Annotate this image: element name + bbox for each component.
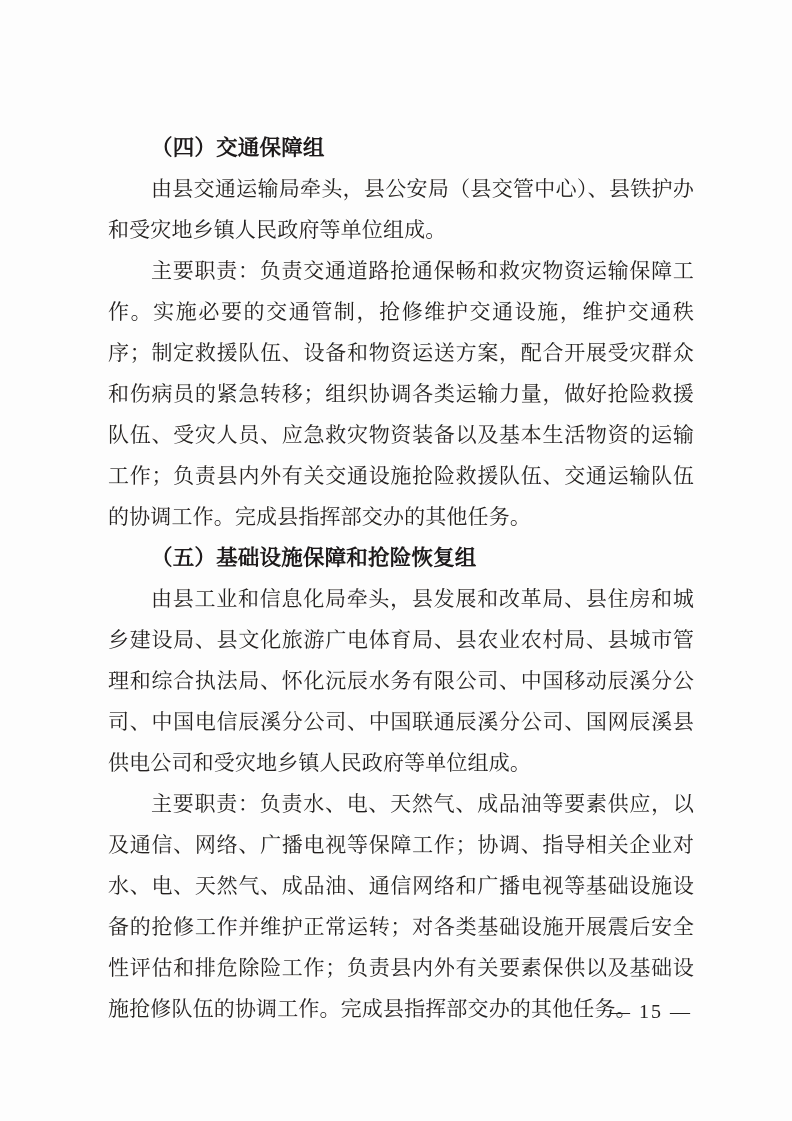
section-heading-4: （四）交通保障组	[151, 136, 325, 160]
section-5-paragraph-1: 由县工业和信息化局牵头，县发展和改革局、县住房和城乡建设局、县文化旅游广电体育局、县农业农村局、县城市管理和综合执法局、怀化沅辰水务有限公司、中国移动辰溪分公司、中国电信辰溪分公司、中国联通辰溪分公司、国网辰溪县供电公司和受灾地乡镇人民政府等单位组成。	[108, 587, 694, 775]
section-5-paragraph-2: 主要职责：负责水、电、天然气、成品油等要素供应，以及通信、网络、广播电视等保障工作；协调、指导相关企业对水、电、天然气、成品油、通信网络和广播电视等基础设施设备的抢修工作并维护正常运转；对各类基础设施开展震后安全性评估和排危除险工作；负责县内外有关要素保供以及基础设施抢修队伍的协调工作。完成县指挥部交办的其他任务。	[108, 792, 694, 1021]
section-4-paragraph-1: 由县交通运输局牵头，县公安局（县交管中心）、县铁护办和受灾地乡镇人民政府等单位组成。	[108, 177, 694, 242]
section-heading-5: （五）基础设施保障和抢险恢复组	[151, 546, 477, 570]
section-4-paragraph-2: 主要职责：负责交通道路抢通保畅和救灾物资运输保障工作。实施必要的交通管制，抢修维护交通设施，维护交通秩序；制定救援队伍、设备和物资运送方案，配合开展受灾群众和伤病员的紧急转移；组织协调各类运输力量，做好抢险救援队伍、受灾人员、应急救灾物资装备以及基本生活物资的运输工作；负责县内外有关交通设施抢险救援队伍、交通运输队伍的协调工作。完成县指挥部交办的其他任务。	[108, 259, 694, 529]
page-number: — 15 —	[610, 1001, 692, 1023]
document-body	[108, 128, 694, 1030]
